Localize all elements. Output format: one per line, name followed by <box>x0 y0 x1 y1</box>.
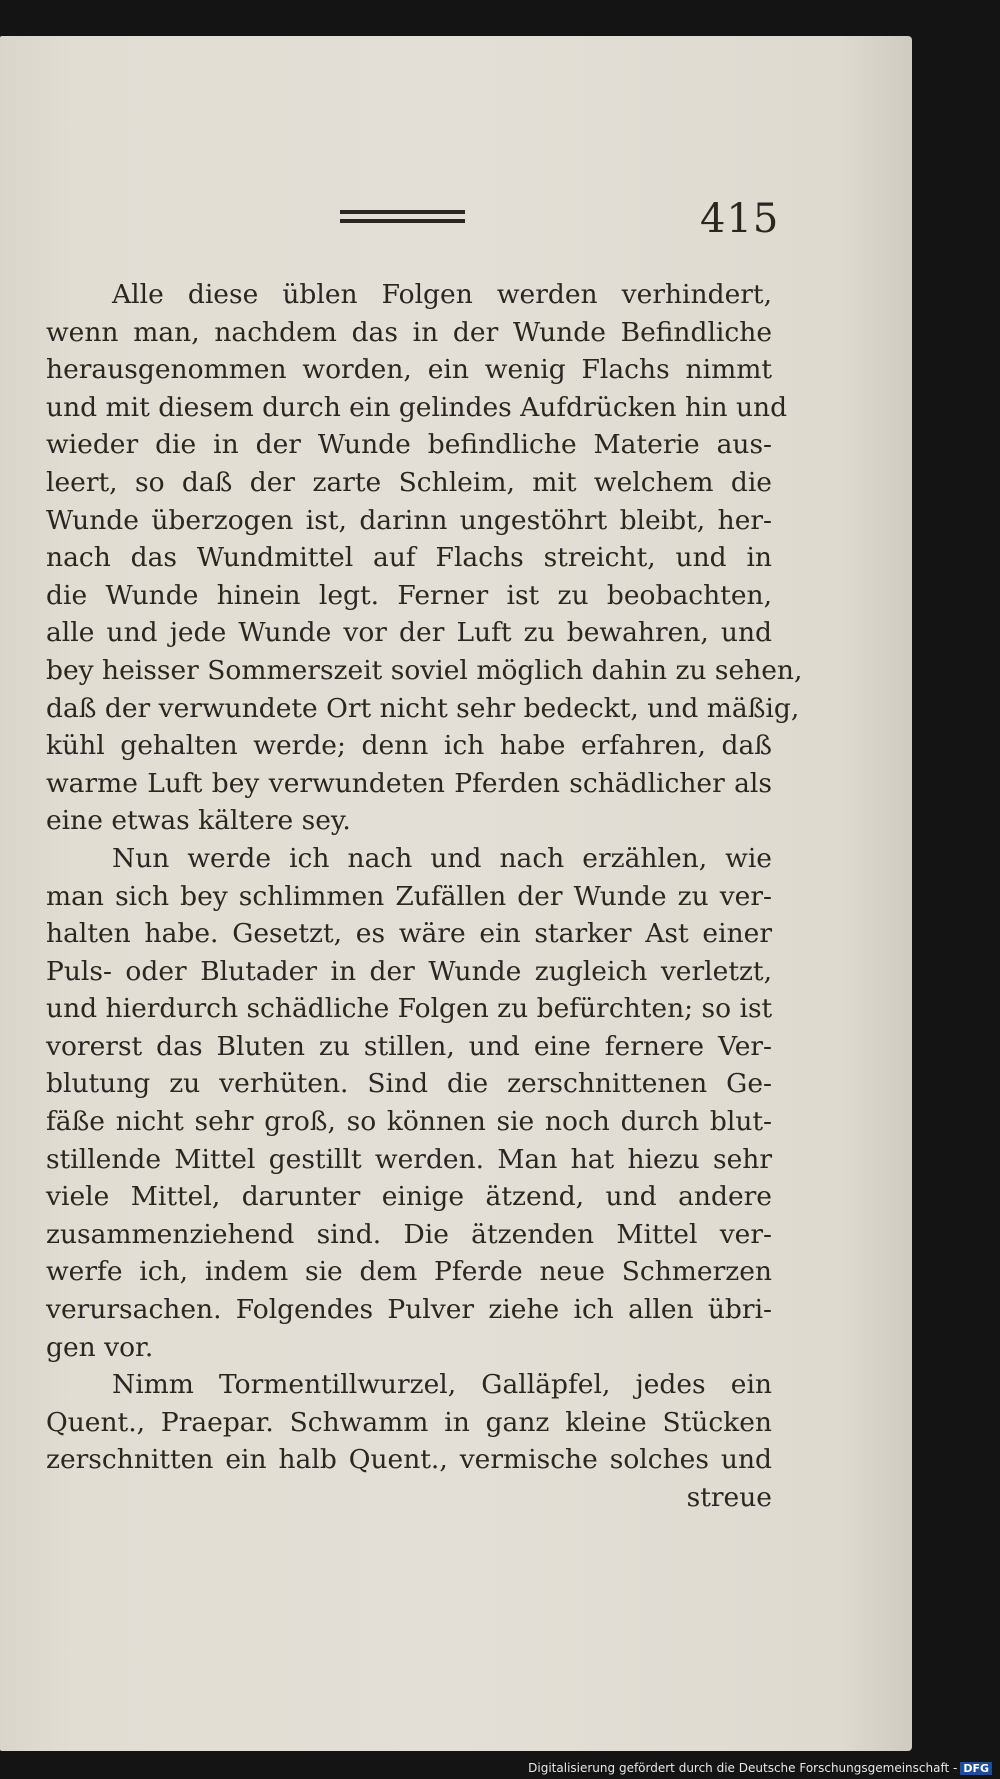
text-line: Quent., Praepar. Schwamm in ganz kleine Stücken <box>46 1406 772 1438</box>
text-line: die Wunde hinein legt. Ferner ist zu beobachten, <box>46 579 772 611</box>
text-line: Nun werde ich nach und nach erzählen, wie <box>112 842 772 874</box>
text-line: bey heisser Sommerszeit soviel möglich dahin zu sehen, <box>46 654 803 686</box>
text-line: vorerst das Bluten zu stillen, und eine fernere Ver- <box>46 1030 772 1062</box>
text-line: Puls- oder Blutader in der Wunde zugleich verletzt, <box>46 955 772 987</box>
text-line: fäße nicht sehr groß, so können sie noch durch blut- <box>46 1106 772 1138</box>
text-line: zusammenziehend sind. Die ätzenden Mittel ver- <box>46 1218 772 1250</box>
text-line: man sich bey schlimmen Zufällen der Wunde zu ver- <box>46 880 772 912</box>
text-line: werfe ich, indem sie dem Pferde neue Schmerzen <box>46 1256 772 1288</box>
text-line: leert, so daß der zarte Schleim, mit welchem die <box>46 466 772 498</box>
dfg-logo: DFG <box>960 1762 992 1775</box>
catchword: streue <box>686 1482 772 1513</box>
body-text <box>46 276 803 1517</box>
text-line: Alle diese üblen Folgen werden verhindert, <box>112 279 772 310</box>
text-line: blutung zu verhüten. Sind die zerschnittenen Ge- <box>46 1068 772 1100</box>
text-line: halten habe. Gesetzt, es wäre ein starker Ast einer <box>46 918 772 950</box>
text-line: stillende Mittel gestillt werden. Man hat hiezu sehr <box>46 1143 772 1175</box>
text-line: daß der verwundete Ort nicht sehr bedeckt, und mäßig, <box>46 692 800 724</box>
text-line: alle und jede Wunde vor der Luft zu bewahren, und <box>46 617 772 649</box>
text-line: Nimm Tormentillwurzel, Galläpfel, jedes ein <box>112 1369 772 1401</box>
text-line: Wunde überzogen ist, darinn ungestöhrt bleibt, her- <box>46 504 772 536</box>
text-line: herausgenommen worden, ein wenig Flachs nimmt <box>46 354 772 386</box>
text-line: und hierdurch schädliche Folgen zu befürchten; so ist <box>46 993 773 1025</box>
header-rule <box>340 210 465 224</box>
footer-text: Digitalisierung gefördert durch die Deutsche Forschungsgemeinschaft - <box>528 1761 958 1775</box>
text-line: kühl gehalten werde; denn ich habe erfahren, daß <box>46 730 772 762</box>
text-line: und mit diesem durch ein gelindes Aufdrücken hin und <box>46 391 788 423</box>
digitization-footer <box>528 1761 992 1775</box>
text-line: zerschnitten ein halb Quent., vermische solches und <box>46 1444 772 1476</box>
text-line: gen vor. <box>46 1331 154 1363</box>
text-line: eine etwas kältere sey. <box>46 805 351 837</box>
book-page <box>0 36 912 1751</box>
text-line: warme Luft bey verwundeten Pferden schädlicher als <box>46 767 772 799</box>
page-number: 415 <box>700 196 780 242</box>
text-line: wenn man, nachdem das in der Wunde Befindliche <box>46 316 772 348</box>
text-line: nach das Wundmittel auf Flachs streicht, und in <box>46 542 772 574</box>
text-line: verursachen. Folgendes Pulver ziehe ich allen übri- <box>46 1294 772 1326</box>
text-line: viele Mittel, darunter einige ätzend, und andere <box>46 1181 772 1213</box>
text-line: wieder die in der Wunde befindliche Materie aus- <box>46 429 772 461</box>
